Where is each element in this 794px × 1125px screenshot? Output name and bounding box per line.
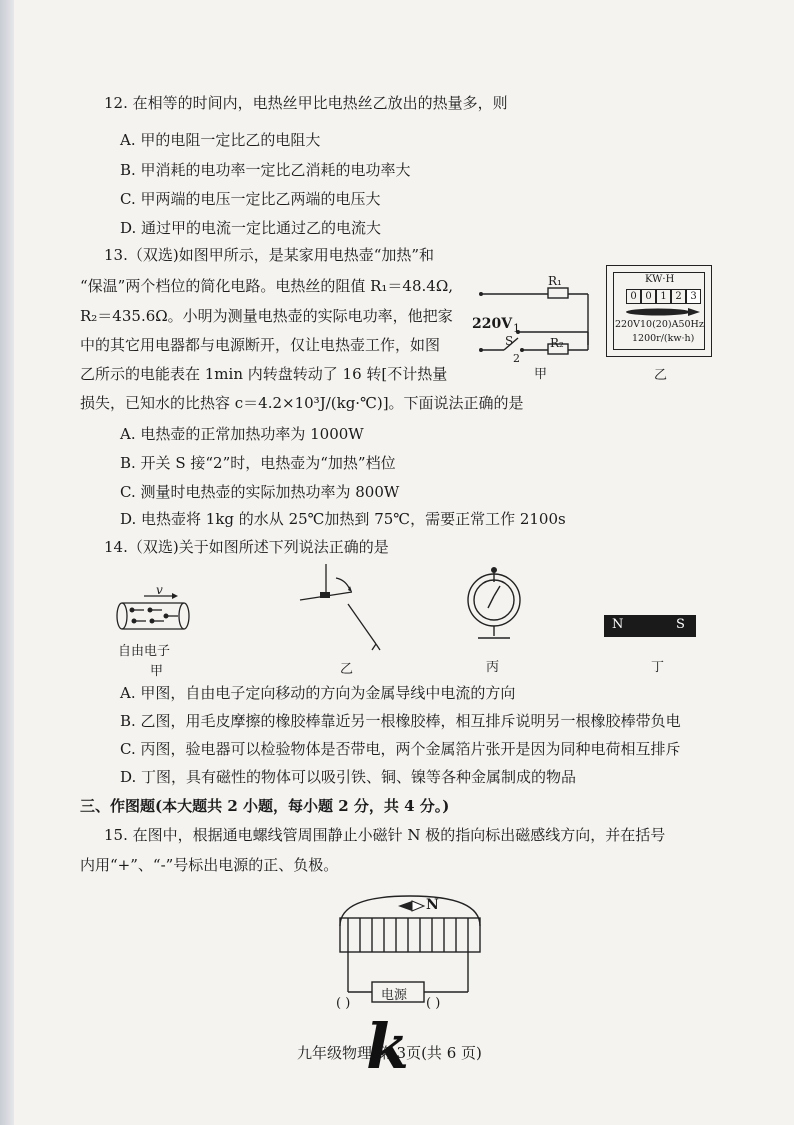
circuit-pos-1: 1 [513, 322, 520, 335]
section-3-heading: 三、作图题(本大题共 2 小题，每小题 2 分，共 4 分。) [80, 797, 450, 815]
fig-a-caption: 甲 [150, 664, 164, 679]
q13-line-6: 损失，已知水的比热容 c＝4.2×10³J/(kg·℃)]。下面说法正确的是 [80, 394, 524, 412]
q12-option-d: D. 通过甲的电流一定比通过乙的电流大 [120, 219, 382, 237]
q13-option-b: B. 开关 S 接“2”时，电热壶为“加热”档位 [120, 454, 396, 472]
rubber-rod-figure [292, 562, 402, 662]
electroscope-figure [462, 566, 526, 648]
q13-option-c: C. 测量时电热壶的实际加热功率为 800W [120, 483, 400, 501]
meter-digit: 0 [626, 289, 641, 304]
q14-option-d: D. 丁图，具有磁性的物体可以吸引铁、铜、镍等各种金属制成的物品 [120, 768, 577, 786]
q12-option-a: A. 甲的电阻一定比乙的电阻大 [120, 131, 321, 149]
circuit-pos-2: 2 [513, 352, 520, 365]
q13-option-d: D. 电热壶将 1kg 的水从 25℃加热到 75℃，需要正常工作 2100s [120, 510, 566, 528]
q15-line-1: 15. 在图中，根据通电螺线管周围静止小磁针 N 极的指向标出磁感线方向，并在括号 [104, 826, 666, 844]
meter-unit: KW·H [645, 274, 675, 285]
q13-line-3: R₂＝435.6Ω。小明为测量电热壶的实际电功率，他把家 [80, 307, 453, 325]
meter-caption: 乙 [654, 368, 668, 383]
left-bracket[interactable]: ( ) [336, 996, 351, 1011]
meter-digit: 0 [641, 289, 656, 304]
right-bracket[interactable]: ( ) [426, 996, 441, 1011]
meter-digit: 1 [656, 289, 671, 304]
magnet-n-label: N [612, 617, 624, 632]
q13-line-5: 乙所示的电能表在 1min 内转盘转动了 16 转[不计热量 [80, 365, 448, 383]
needle-n-label: N [426, 897, 439, 913]
circuit-r1-label: R₁ [548, 274, 562, 288]
circuit-voltage: 220V [472, 316, 513, 332]
q14-stem: 14.（双选)关于如图所述下列说法正确的是 [104, 538, 389, 556]
magnet-s-label: S [676, 617, 685, 632]
wire-electrons-figure [114, 592, 194, 640]
circuit-caption: 甲 [534, 367, 548, 382]
solenoid-figure [320, 888, 500, 1008]
meter-digit: 2 [671, 289, 686, 304]
q13-line-1: 13.（双选)如图甲所示，是某家用电热壶“加热”和 [104, 246, 435, 264]
meter-spec: 220V10(20)A50Hz [615, 319, 704, 330]
q15-line-2: 内用“+”、“-”号标出电源的正、负极。 [80, 856, 339, 874]
q14-option-c: C. 丙图，验电器可以检验物体是否带电，两个金属箔片张开是因为同种电荷相互排斥 [120, 740, 681, 758]
meter-digits [626, 289, 701, 304]
page-footer: 九年级物理 第 3页(共 6 页) [297, 1044, 482, 1062]
velocity-label: v [156, 583, 163, 597]
meter-digit: 3 [686, 289, 701, 304]
circuit-switch-label: S [505, 334, 514, 348]
q12-stem: 12. 在相等的时间内，电热丝甲比电热丝乙放出的热量多，则 [104, 94, 508, 112]
watermark-k: k [366, 1010, 409, 1083]
scan-edge [0, 0, 14, 1125]
q12-option-c: C. 甲两端的电压一定比乙两端的电压大 [120, 190, 381, 208]
fig-b-caption: 乙 [340, 662, 354, 677]
q14-option-b: B. 乙图，用毛皮摩擦的橡胶棒靠近另一根橡胶棒，相互排斥说明另一根橡胶棒带负电 [120, 712, 681, 730]
power-source-label: 电源 [381, 988, 408, 1003]
fig-d-caption: 丁 [651, 660, 665, 675]
q13-line-4: 中的其它用电器都与电源断开，仅让电热壶工作，如图 [80, 336, 441, 354]
meter-disc-icon [622, 306, 702, 318]
meter-rate: 1200r/(kw·h) [632, 333, 695, 344]
circuit-r2-label: R₂ [550, 336, 564, 350]
q13-option-a: A. 电热壶的正常加热功率为 1000W [120, 425, 364, 443]
q14-option-a: A. 甲图，自由电子定向移动的方向为金属导线中电流的方向 [120, 684, 516, 702]
q13-line-2: “保温”两个档位的简化电路。电热丝的阻值 R₁＝48.4Ω, [80, 277, 454, 295]
free-electron-label: 自由电子 [118, 644, 171, 659]
fig-c-caption: 丙 [486, 660, 500, 675]
q12-option-b: B. 甲消耗的电功率一定比乙消耗的电功率大 [120, 161, 411, 179]
